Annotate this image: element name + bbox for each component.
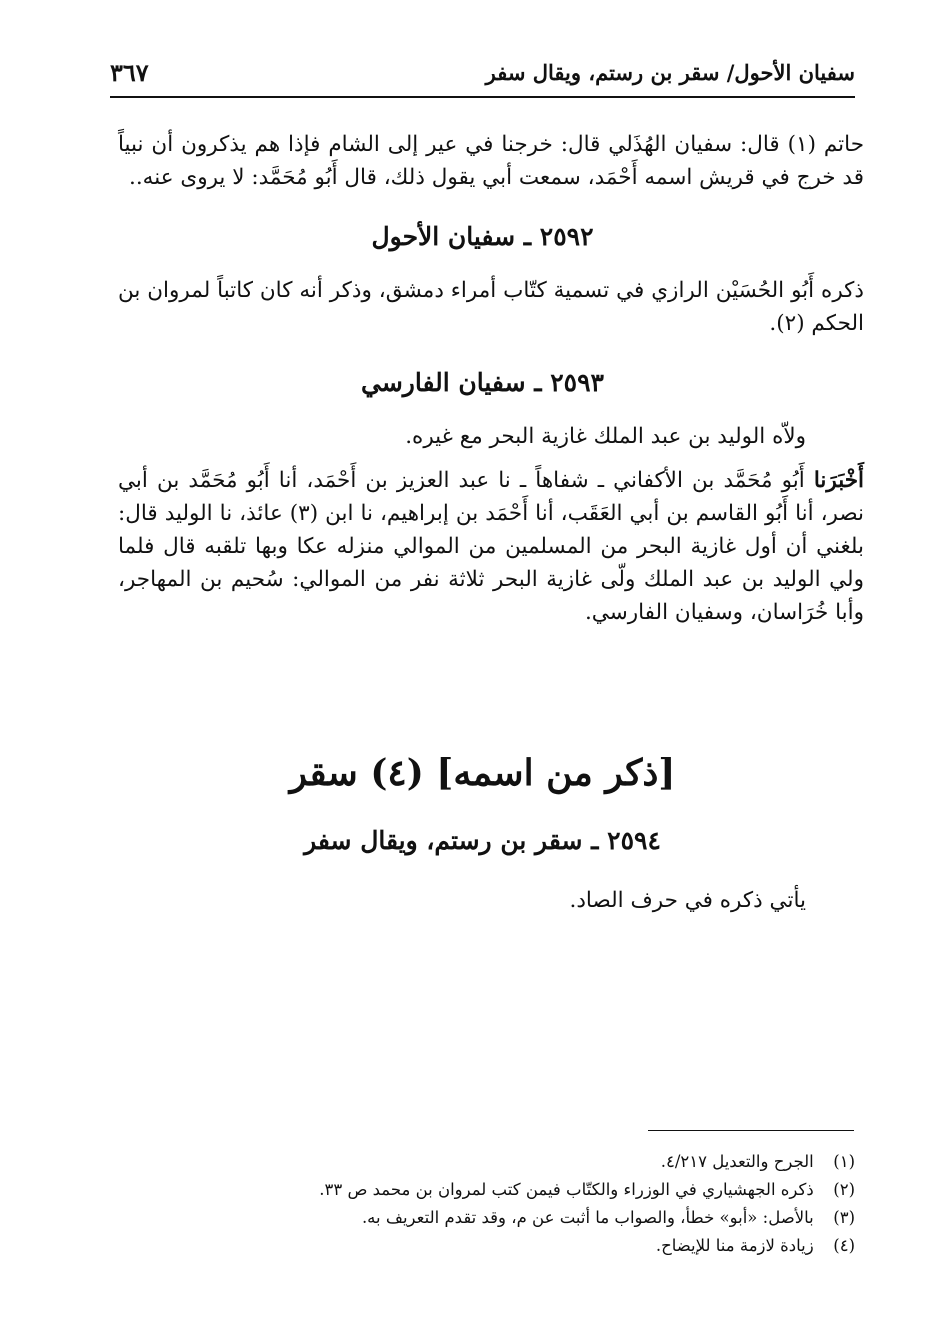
page-number: ٣٦٧ <box>110 58 149 87</box>
footnote-separator <box>648 1130 854 1131</box>
paragraph-isnad <box>118 464 864 629</box>
entry-heading-2593: ٢٥٩٣ ـ سفيان الفارسي <box>361 368 604 397</box>
entry-heading-2592: ٢٥٩٢ ـ سفيان الأحول <box>371 222 594 251</box>
footnotes <box>180 1148 855 1260</box>
paragraph-wallahu: ولاّه الوليد بن عبد الملك غازية البحر مع غيره. <box>405 424 806 449</box>
akhbarana-keyword: أَخْبَرَنا <box>813 468 864 493</box>
footnote-text: بالأصل: «أبو» خطأ، والصواب ما أثبت عن م، وقد تقدم التعريف به. <box>361 1208 814 1227</box>
footnote-number: (١) <box>833 1152 855 1171</box>
paragraph-cross-reference: يأتي ذكره في حرف الصاد. <box>569 888 806 913</box>
footnote-item <box>180 1148 855 1176</box>
footnote-text: ذكره الجهشياري في الوزراء والكتّاب فيمن كتب لمروان بن محمد ص ٣٣. <box>319 1180 814 1199</box>
running-title: سفيان الأحول/ سقر بن رستم، ويقال سفر <box>485 60 855 85</box>
footnote-number: (٤) <box>833 1236 855 1255</box>
footnote-number: (٣) <box>833 1208 855 1227</box>
footnote-item <box>180 1204 855 1232</box>
footnote-number: (٢) <box>833 1180 855 1199</box>
entry-heading-2594: ٢٥٩٤ ـ سقر بن رستم، ويقال سفر <box>304 826 661 855</box>
paragraph-hatim: حاتم (١) قال: سفيان الهُذَلي قال: خرجنا في عير إلى الشام فإذا هم يذكرون أن نبياً قد خرج في قريش اسمه أَحْمَد، سمعت أبي يقول ذلك، قال أَبُو مُحَمَّد: لا يروى عنه.. <box>118 132 865 190</box>
footnote-item <box>180 1232 855 1260</box>
chapter-title: [ذكر من اسمه] (٤) سقر <box>289 752 676 794</box>
footnote-text: الجرح والتعديل ٤/٢١٧. <box>660 1152 814 1171</box>
footnote-text: زيادة لازمة منا للإيضاح. <box>655 1236 814 1255</box>
running-header <box>110 58 855 98</box>
isnad-text: أَبُو مُحَمَّد بن الأكفاني ـ شفاهاً ـ نا عبد العزيز بن أَحْمَد، أنا أَبُو مُحَمَّد بن أبي نصر، أنا أَبُو القاسم بن أبي العَقَب، أنا أَحْمَد بن إبراهيم، نا ابن (٣) عائذ، نا الوليد قال: بلغني أن أول غازية البحر من المسلمين من الموالي منزله عكا وبها تلقبه قال فلما ولي الوليد بن عبد الملك ولّى غازية البحر ثلاثة نفر من الموالي: سُحيم بن المهاجر، وأبا خُرَاسان، وسفيان الفارسي. <box>118 468 865 625</box>
footnote-item <box>180 1176 855 1204</box>
paragraph-sufyan-ahwal: ذكره أَبُو الحُسَيْن الرازي في تسمية كتّاب أمراء دمشق، وذكر أنه كان كاتباً لمروان بن الحكم (٢). <box>118 278 864 336</box>
